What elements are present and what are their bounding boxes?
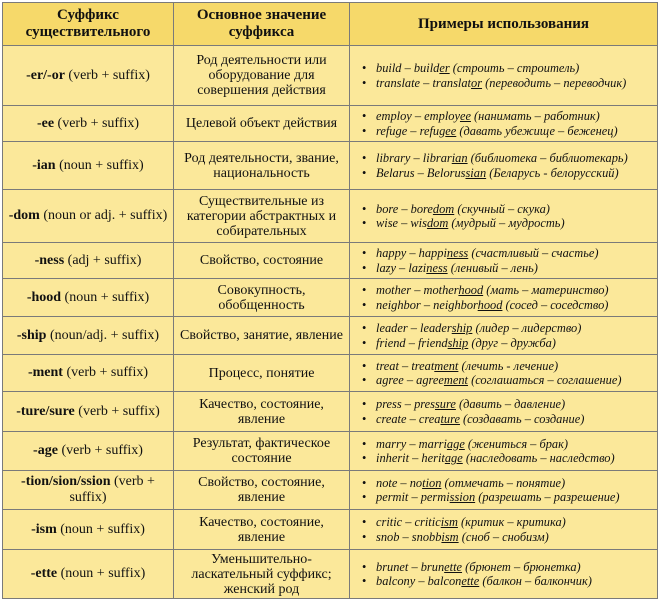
example-word-pair: employ – employ (376, 109, 460, 123)
example-item (376, 476, 653, 491)
suffix-name: -ism (31, 521, 57, 537)
suffix-cell (3, 279, 174, 317)
example-suffix-underlined: age (446, 436, 465, 451)
example-word-pair: happy – happi (376, 246, 447, 260)
examples-cell (350, 279, 658, 317)
example-suffix-underlined: ette (444, 559, 463, 574)
example-word-pair: friend – friend (376, 335, 448, 350)
example-translation: (Беларусь - белорусский) (486, 165, 619, 180)
suffix-name: -tion/sion/ssion (21, 474, 111, 489)
example-item (376, 76, 653, 91)
example-suffix-underlined: age (444, 451, 463, 465)
suffix-formation: (noun + suffix) (57, 566, 146, 581)
suffix-name: -ness (34, 252, 65, 268)
suffix-cell (3, 106, 174, 142)
examples-cell (350, 106, 658, 142)
table-row (3, 510, 658, 550)
suffix-formation: (verb + suffix) (64, 67, 150, 83)
header-meaning: Основное значение суффикса (174, 3, 350, 46)
example-translation: (нанимать – работник) (470, 109, 600, 123)
suffix-formation: (verb + suffix) (57, 443, 143, 458)
suffix-cell (3, 550, 174, 599)
table-row (3, 46, 658, 106)
meaning-cell: Род деятельности, звание, национальность (174, 142, 350, 190)
example-item (376, 109, 653, 124)
suffix-formation: (verb + suffix) (62, 365, 148, 380)
table-row (3, 392, 658, 432)
examples-cell (350, 190, 658, 243)
example-item (376, 261, 653, 276)
example-translation: (давать убежище – беженец) (456, 123, 618, 138)
meaning-cell: Качество, состояние, явление (174, 510, 350, 550)
suffix-cell (3, 510, 174, 550)
suffix-formation: (noun/adj. + suffix) (46, 327, 160, 343)
example-suffix-underlined: dom (426, 216, 449, 230)
table-row (3, 106, 658, 142)
meaning-cell: Существительные из категории абстрактных и собирательных (174, 190, 350, 243)
example-item (376, 574, 653, 589)
examples-list (354, 397, 653, 426)
example-suffix-underlined: hood (458, 283, 484, 297)
example-item (376, 321, 653, 336)
meaning-cell: Свойство, состояние (174, 243, 350, 279)
table-body (3, 46, 658, 599)
example-word-pair: wise – wis (376, 216, 427, 230)
example-translation: (давить – давление) (455, 397, 566, 411)
example-suffix-underlined: ism (440, 515, 458, 529)
meaning-cell: Уменьшительно-ласкательный суффикс; женский род (174, 550, 350, 599)
example-translation: (балкон – балкончик) (479, 574, 592, 588)
example-suffix-underlined: ture (440, 411, 460, 426)
suffix-name: -ette (30, 566, 58, 581)
example-suffix-underlined: ship (451, 321, 473, 335)
suffix-name: -ian (32, 157, 56, 173)
example-translation: (лидер – лидерство) (472, 321, 582, 335)
example-word-pair: translate – translat (376, 75, 472, 90)
example-word-pair: bore – bore (376, 201, 433, 216)
suffix-name: -ee (36, 115, 55, 131)
example-word-pair: snob – snobb (376, 529, 442, 544)
example-word-pair: balcony – balcon (376, 574, 462, 588)
example-word-pair: build – build (376, 61, 440, 75)
meaning-cell: Процесс, понятие (174, 355, 350, 392)
example-suffix-underlined: sian (465, 165, 487, 180)
example-word-pair: create – crea (376, 411, 441, 426)
suffix-cell (3, 243, 174, 279)
example-item (376, 166, 653, 181)
suffix-cell (3, 355, 174, 392)
examples-list (354, 246, 653, 275)
suffix-formation: (verb + suffix) (74, 403, 160, 419)
examples-list (354, 61, 653, 90)
example-item (376, 397, 653, 412)
meaning-cell: Род деятельности или оборудование для совершения действия (174, 46, 350, 106)
example-item (376, 336, 653, 351)
example-word-pair: inherit – herit (376, 451, 445, 465)
example-word-pair: permit – permi (376, 490, 450, 504)
table-row (3, 432, 658, 471)
example-item (376, 530, 653, 545)
example-translation: (лечить - лечение) (458, 358, 559, 373)
example-translation: (критик – критика) (457, 515, 566, 529)
example-word-pair: leader – leader (376, 321, 452, 335)
example-item (376, 202, 653, 217)
meaning-cell: Качество, состояние, явление (174, 392, 350, 432)
example-suffix-underlined: er (439, 61, 450, 75)
suffix-name: -ture/sure (16, 403, 75, 419)
meaning-cell: Свойство, состояние, явление (174, 471, 350, 510)
example-translation: (строить – строитель) (449, 61, 580, 75)
suffix-table (2, 2, 658, 599)
example-word-pair: critic – critic (376, 515, 441, 529)
table-row (3, 317, 658, 355)
example-item (376, 298, 653, 313)
examples-cell (350, 355, 658, 392)
examples-list (354, 109, 653, 138)
suffix-formation: (noun or adj. + suffix) (39, 208, 168, 223)
table-row (3, 550, 658, 599)
table-row (3, 142, 658, 190)
suffix-formation: (noun + suffix) (56, 521, 145, 537)
examples-cell (350, 243, 658, 279)
example-translation: (жениться – брак) (464, 436, 569, 451)
example-translation: (переводить – переводчик) (482, 75, 627, 90)
examples-cell (350, 471, 658, 510)
examples-cell (350, 142, 658, 190)
example-item (376, 359, 653, 374)
examples-list (354, 359, 653, 388)
examples-list (354, 151, 653, 180)
example-translation: (соглашаться – соглашение) (468, 373, 622, 387)
examples-list (354, 476, 653, 505)
suffix-cell (3, 46, 174, 106)
examples-cell (350, 550, 658, 599)
suffix-name: -dom (8, 208, 40, 223)
suffix-formation: (verb + suffix) (54, 115, 140, 131)
example-item (376, 216, 653, 231)
example-translation: (библиотека – библиотекарь) (467, 151, 628, 165)
suffix-cell (3, 190, 174, 243)
table-row (3, 471, 658, 510)
examples-list (354, 321, 653, 350)
meaning-cell: Совокупность, обобщенность (174, 279, 350, 317)
suffix-formation: (adj + suffix) (64, 252, 142, 268)
example-suffix-underlined: ness (446, 246, 469, 260)
example-word-pair: agree – agree (376, 373, 444, 387)
suffix-name: -ship (16, 327, 47, 343)
suffix-cell (3, 392, 174, 432)
example-word-pair: note – no (376, 475, 423, 490)
examples-cell (350, 432, 658, 471)
examples-cell (350, 317, 658, 355)
examples-list (354, 283, 653, 312)
example-suffix-underlined: sure (434, 397, 456, 411)
example-suffix-underlined: ssion (449, 490, 476, 504)
example-suffix-underlined: ness (426, 260, 448, 275)
example-translation: (разрешать – разрешение) (475, 490, 620, 504)
header-suffix: Суффикс существительного (3, 3, 174, 46)
example-suffix-underlined: ian (451, 151, 468, 165)
example-suffix-underlined: hood (477, 297, 503, 312)
header-examples: Примеры использования (350, 3, 658, 46)
example-word-pair: treat – treat (376, 358, 435, 373)
example-item (376, 451, 653, 466)
example-suffix-underlined: ment (434, 358, 459, 373)
suffix-cell (3, 142, 174, 190)
example-word-pair: press – pres (376, 397, 435, 411)
example-word-pair: refuge – refug (376, 123, 446, 138)
example-suffix-underlined: ee (445, 123, 457, 138)
example-translation: (отмечать – понятие) (441, 475, 566, 490)
examples-list (354, 202, 653, 231)
suffix-name: -ment (27, 365, 63, 380)
example-item (376, 560, 653, 575)
suffix-cell (3, 317, 174, 355)
example-word-pair: brunet – brun (376, 559, 445, 574)
meaning-cell: Результат, фактическое состояние (174, 432, 350, 471)
table-row (3, 279, 658, 317)
table-row (3, 190, 658, 243)
example-word-pair: mother – mother (376, 283, 459, 297)
examples-cell (350, 392, 658, 432)
table-row (3, 355, 658, 392)
example-translation: (создавать – создание) (459, 411, 585, 426)
suffix-formation: (noun + suffix) (61, 289, 150, 305)
example-translation: (ленивый – лень) (447, 260, 538, 275)
example-translation: (скучный – скука) (454, 201, 550, 216)
example-suffix-underlined: dom (432, 201, 455, 216)
example-item (376, 412, 653, 427)
example-translation: (сноб – снобизм) (458, 529, 549, 544)
example-suffix-underlined: ee (459, 109, 471, 123)
example-translation: (мать – материнство) (483, 283, 609, 297)
example-suffix-underlined: tion (422, 475, 442, 490)
examples-cell (350, 46, 658, 106)
example-word-pair: lazy – lazi (376, 260, 427, 275)
examples-list (354, 437, 653, 466)
example-word-pair: Belarus – Belorus (376, 165, 466, 180)
suffix-formation: (noun + suffix) (55, 157, 144, 173)
meaning-cell: Свойство, занятие, явление (174, 317, 350, 355)
examples-list (354, 515, 653, 544)
table-row (3, 243, 658, 279)
example-suffix-underlined: ism (441, 529, 459, 544)
example-translation: (брюнет – брюнетка) (462, 559, 581, 574)
examples-list (354, 560, 653, 589)
suffix-cell (3, 471, 174, 510)
suffix-formation: (verb + suffix) (69, 474, 155, 505)
example-suffix-underlined: ship (447, 335, 469, 350)
example-suffix-underlined: ette (461, 574, 480, 588)
example-translation: (мудрый – мудрость) (448, 216, 565, 230)
example-item (376, 283, 653, 298)
suffix-name: -er/-or (26, 67, 65, 83)
suffix-name: -hood (26, 289, 62, 305)
example-translation: (сосед – соседство) (502, 297, 609, 312)
meaning-cell: Целевой объект действия (174, 106, 350, 142)
example-word-pair: marry – marri (376, 436, 447, 451)
example-suffix-underlined: ment (443, 373, 468, 387)
example-word-pair: library – librar (376, 151, 452, 165)
example-item (376, 437, 653, 452)
example-item (376, 490, 653, 505)
example-translation: (наследовать – наследство) (462, 451, 615, 465)
example-word-pair: neighbor – neighbor (376, 297, 478, 312)
example-item (376, 246, 653, 261)
example-item (376, 373, 653, 388)
suffix-cell (3, 432, 174, 471)
example-suffix-underlined: or (471, 75, 483, 90)
example-item (376, 151, 653, 166)
example-translation: (счастливый – счастье) (468, 246, 599, 260)
example-item (376, 515, 653, 530)
suffix-name: -age (33, 443, 58, 458)
example-item (376, 124, 653, 139)
example-translation: (друг – дружба) (468, 335, 556, 350)
example-item (376, 61, 653, 76)
examples-cell (350, 510, 658, 550)
